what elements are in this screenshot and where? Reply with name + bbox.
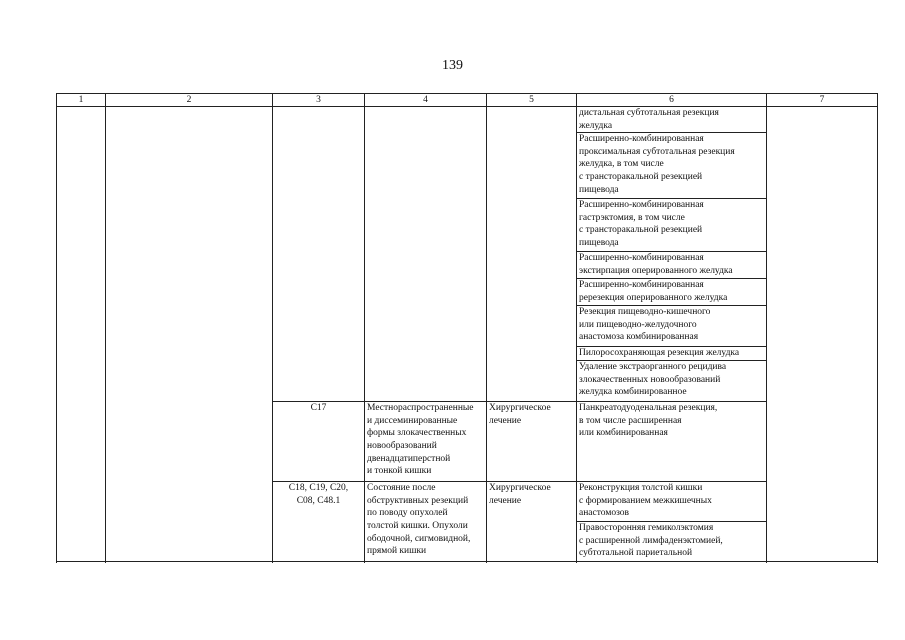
column-header-4: 4 — [365, 94, 487, 107]
column-numbers-row — [57, 94, 878, 107]
cell-code — [273, 107, 365, 402]
procedure-cell: Удаление экстраорганного рецидива злокачественных новообразований желудка комбинированное — [577, 361, 767, 402]
cell-condition: Местнораспространенные и диссеминированные формы злокачественных новообразований двенадцатиперстной и тонкой кишки — [365, 402, 487, 482]
cell-condition — [365, 107, 487, 402]
cell-code: C17 — [273, 402, 365, 482]
column-header-2: 2 — [106, 94, 273, 107]
procedure-cell: Расширенно-комбинированная экстирпация оперированного желудка — [577, 252, 767, 279]
procedure-cell: Расширенно-комбинированная ререзекция оперированного желудка — [577, 279, 767, 306]
procedures-table — [56, 93, 878, 562]
cell-col7 — [767, 107, 878, 562]
procedure-cell: Резекция пищеводно-кишечного или пищеводно-желудочного анастомоза комбинированная — [577, 306, 767, 347]
procedure-cell: Правосторонняя гемиколэктомия с расширенной лимфаденэктомией, субтотальной париетальной — [577, 522, 767, 562]
column-header-5: 5 — [487, 94, 577, 107]
cell-col2 — [106, 107, 273, 562]
procedure-cell: Панкреатодуоденальная резекция, в том числе расширенная или комбинированная — [577, 402, 767, 482]
cell-col1 — [57, 107, 106, 562]
procedure-cell: Реконструкция толстой кишки с формированием межкишечных анастомозов — [577, 482, 767, 522]
procedure-cell: Расширенно-комбинированная гастрэктомия, в том числе с трансторакальной резекцией пищевода — [577, 199, 767, 252]
cell-condition: Состояние после обструктивных резекций по поводу опухолей толстой кишки. Опухоли ободочной, сигмовидной, прямой кишки — [365, 482, 487, 562]
procedure-cell: дистальная субтотальная резекция желудка — [577, 107, 767, 133]
column-header-3: 3 — [273, 94, 365, 107]
page-number: 139 — [442, 58, 463, 73]
column-header-6: 6 — [577, 94, 767, 107]
cell-treatment — [487, 107, 577, 402]
procedure-cell: Расширенно-комбинированная проксимальная субтотальная резекция желудка, в том числе с трансторакальной резекцией пищевода — [577, 133, 767, 199]
column-header-1: 1 — [57, 94, 106, 107]
table-row — [57, 107, 878, 133]
cell-treatment: Хирургическое лечение — [487, 482, 577, 562]
procedure-cell: Пилоросохраняющая резекция желудка — [577, 347, 767, 361]
cell-treatment: Хирургическое лечение — [487, 402, 577, 482]
cell-code: C18, C19, C20, C08, C48.1 — [273, 482, 365, 562]
column-header-7: 7 — [767, 94, 878, 107]
